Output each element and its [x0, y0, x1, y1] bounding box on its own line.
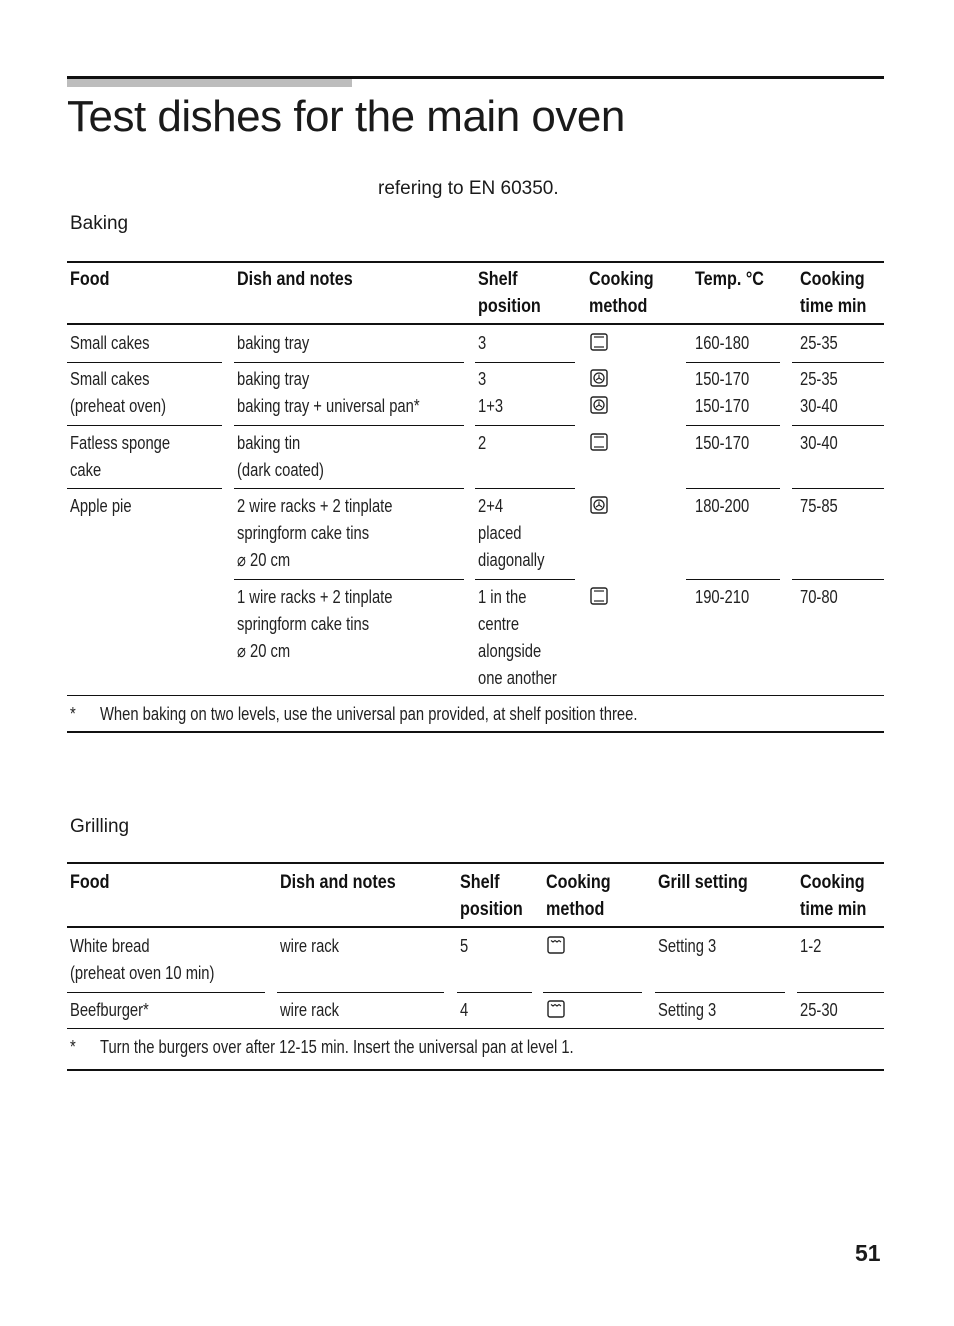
baking-table-bottom-rule: [67, 731, 884, 733]
baking-cell-dish: 1 wire racks + 2 tinplate springform cake tins ⌀ 20 cm: [237, 587, 393, 661]
baking-section-title: Baking: [70, 213, 129, 234]
page-title: Test dishes for the main oven: [67, 92, 625, 141]
row-divider: [686, 362, 780, 363]
baking-footnote: When baking on two levels, use the universal pan provided, at shelf position three.: [100, 704, 638, 724]
row-divider: [797, 992, 884, 993]
baking-cell-food: Small cakes (preheat oven): [70, 369, 167, 416]
row-divider: [457, 992, 532, 993]
baking-header-rule: [67, 323, 884, 325]
grilling-cell-grill: Setting 3: [658, 1000, 717, 1020]
baking-cell-food: Small cakes: [70, 333, 150, 353]
top-bottom-heat-icon: [590, 433, 608, 451]
hot-air-icon: [590, 396, 608, 414]
baking-cell-dish: baking tray: [237, 333, 310, 353]
baking-cell-time: 75-85: [800, 496, 838, 516]
row-divider: [543, 992, 642, 993]
row-divider: [475, 579, 575, 580]
row-divider: [67, 425, 222, 426]
row-divider: [67, 488, 222, 489]
row-divider: [686, 488, 780, 489]
row-divider: [475, 488, 575, 489]
baking-header-method: Cooking method: [589, 269, 654, 317]
baking-cell-shelf: 2: [478, 433, 487, 453]
top-bottom-heat-icon: [590, 587, 608, 605]
baking-cell-food: Fatless sponge cake: [70, 433, 171, 480]
baking-cell-temp: 160-180: [695, 333, 750, 353]
baking-cell-temp: 190-210: [695, 587, 750, 607]
grilling-header-method: Cooking method: [546, 872, 611, 920]
row-divider: [234, 362, 464, 363]
page-subtitle: refering to EN 60350.: [378, 178, 559, 199]
row-divider: [792, 362, 884, 363]
grilling-cell-time: 1-2: [800, 936, 822, 956]
grilling-cell-grill: Setting 3: [658, 936, 717, 956]
baking-cell-dish: baking tin (dark coated): [237, 433, 324, 480]
grilling-cell-time: 25-30: [800, 1000, 838, 1020]
grilling-header-food: Food: [70, 872, 110, 893]
row-divider: [792, 579, 884, 580]
baking-cell-dish: baking tray baking tray + universal pan*: [237, 369, 420, 416]
top-rule-accent: [67, 79, 352, 87]
grilling-cell-food: Beefburger*: [70, 1000, 149, 1020]
grilling-header-dish: Dish and notes: [280, 872, 396, 893]
row-divider: [475, 362, 575, 363]
baking-cell-shelf: 1 in the centre alongside one another: [478, 587, 557, 688]
hot-air-icon: [590, 496, 608, 514]
baking-cell-temp: 180-200: [695, 496, 750, 516]
baking-footnote-mark: *: [70, 704, 76, 724]
grilling-table-bottom-rule: [67, 1069, 884, 1071]
grilling-header-time: Cooking time min: [800, 872, 867, 920]
row-divider: [686, 425, 780, 426]
row-divider: [475, 425, 575, 426]
baking-cell-shelf: 3: [478, 333, 487, 353]
row-divider: [67, 362, 222, 363]
row-divider: [67, 992, 265, 993]
baking-cell-time: 25-35 30-40: [800, 369, 838, 416]
baking-cell-temp: 150-170: [695, 433, 750, 453]
baking-cell-time: 30-40: [800, 433, 838, 453]
row-divider: [234, 425, 464, 426]
hot-air-icon: [590, 369, 608, 387]
baking-cell-dish: 2 wire racks + 2 tinplate springform cake tins ⌀ 20 cm: [237, 496, 393, 570]
baking-footnote-rule: [67, 695, 884, 696]
baking-header-food: Food: [70, 269, 110, 290]
grilling-table-top-rule: [67, 862, 884, 864]
grilling-cell-dish: wire rack: [280, 936, 340, 956]
baking-cell-temp: 150-170 150-170: [695, 369, 750, 416]
grilling-header-grill: Grill setting: [658, 872, 748, 893]
baking-cell-shelf: 3 1+3: [478, 369, 504, 416]
row-divider: [792, 488, 884, 489]
baking-cell-time: 25-35: [800, 333, 838, 353]
grilling-footnote-mark: *: [70, 1037, 76, 1057]
row-divider: [655, 992, 785, 993]
page-number: 51: [855, 1240, 881, 1266]
baking-cell-food: Apple pie: [70, 496, 132, 516]
grilling-section-title: Grilling: [70, 816, 130, 837]
row-divider: [234, 579, 464, 580]
grilling-header-shelf: Shelf position: [460, 872, 523, 920]
baking-table-top-rule: [67, 261, 884, 263]
grilling-cell-dish: wire rack: [280, 1000, 340, 1020]
grill-icon: [547, 1000, 565, 1018]
baking-header-shelf: Shelf position: [478, 269, 541, 317]
grilling-footnote-rule: [67, 1028, 884, 1029]
grill-icon: [547, 936, 565, 954]
baking-header-temp: Temp. °C: [695, 269, 764, 290]
baking-header-time: Cooking time min: [800, 269, 867, 317]
row-divider: [792, 425, 884, 426]
row-divider: [686, 579, 780, 580]
grilling-cell-shelf: 5: [460, 936, 469, 956]
baking-cell-shelf: 2+4 placed diagonally: [478, 496, 545, 570]
row-divider: [234, 488, 464, 489]
grilling-header-rule: [67, 926, 884, 928]
baking-header-dish: Dish and notes: [237, 269, 353, 290]
row-divider: [277, 992, 444, 993]
grilling-cell-shelf: 4: [460, 1000, 469, 1020]
top-bottom-heat-icon: [590, 333, 608, 351]
grilling-footnote: Turn the burgers over after 12-15 min. Insert the universal pan at level 1.: [100, 1037, 574, 1057]
baking-cell-time: 70-80: [800, 587, 838, 607]
grilling-cell-food: White bread (preheat oven 10 min): [70, 936, 215, 983]
